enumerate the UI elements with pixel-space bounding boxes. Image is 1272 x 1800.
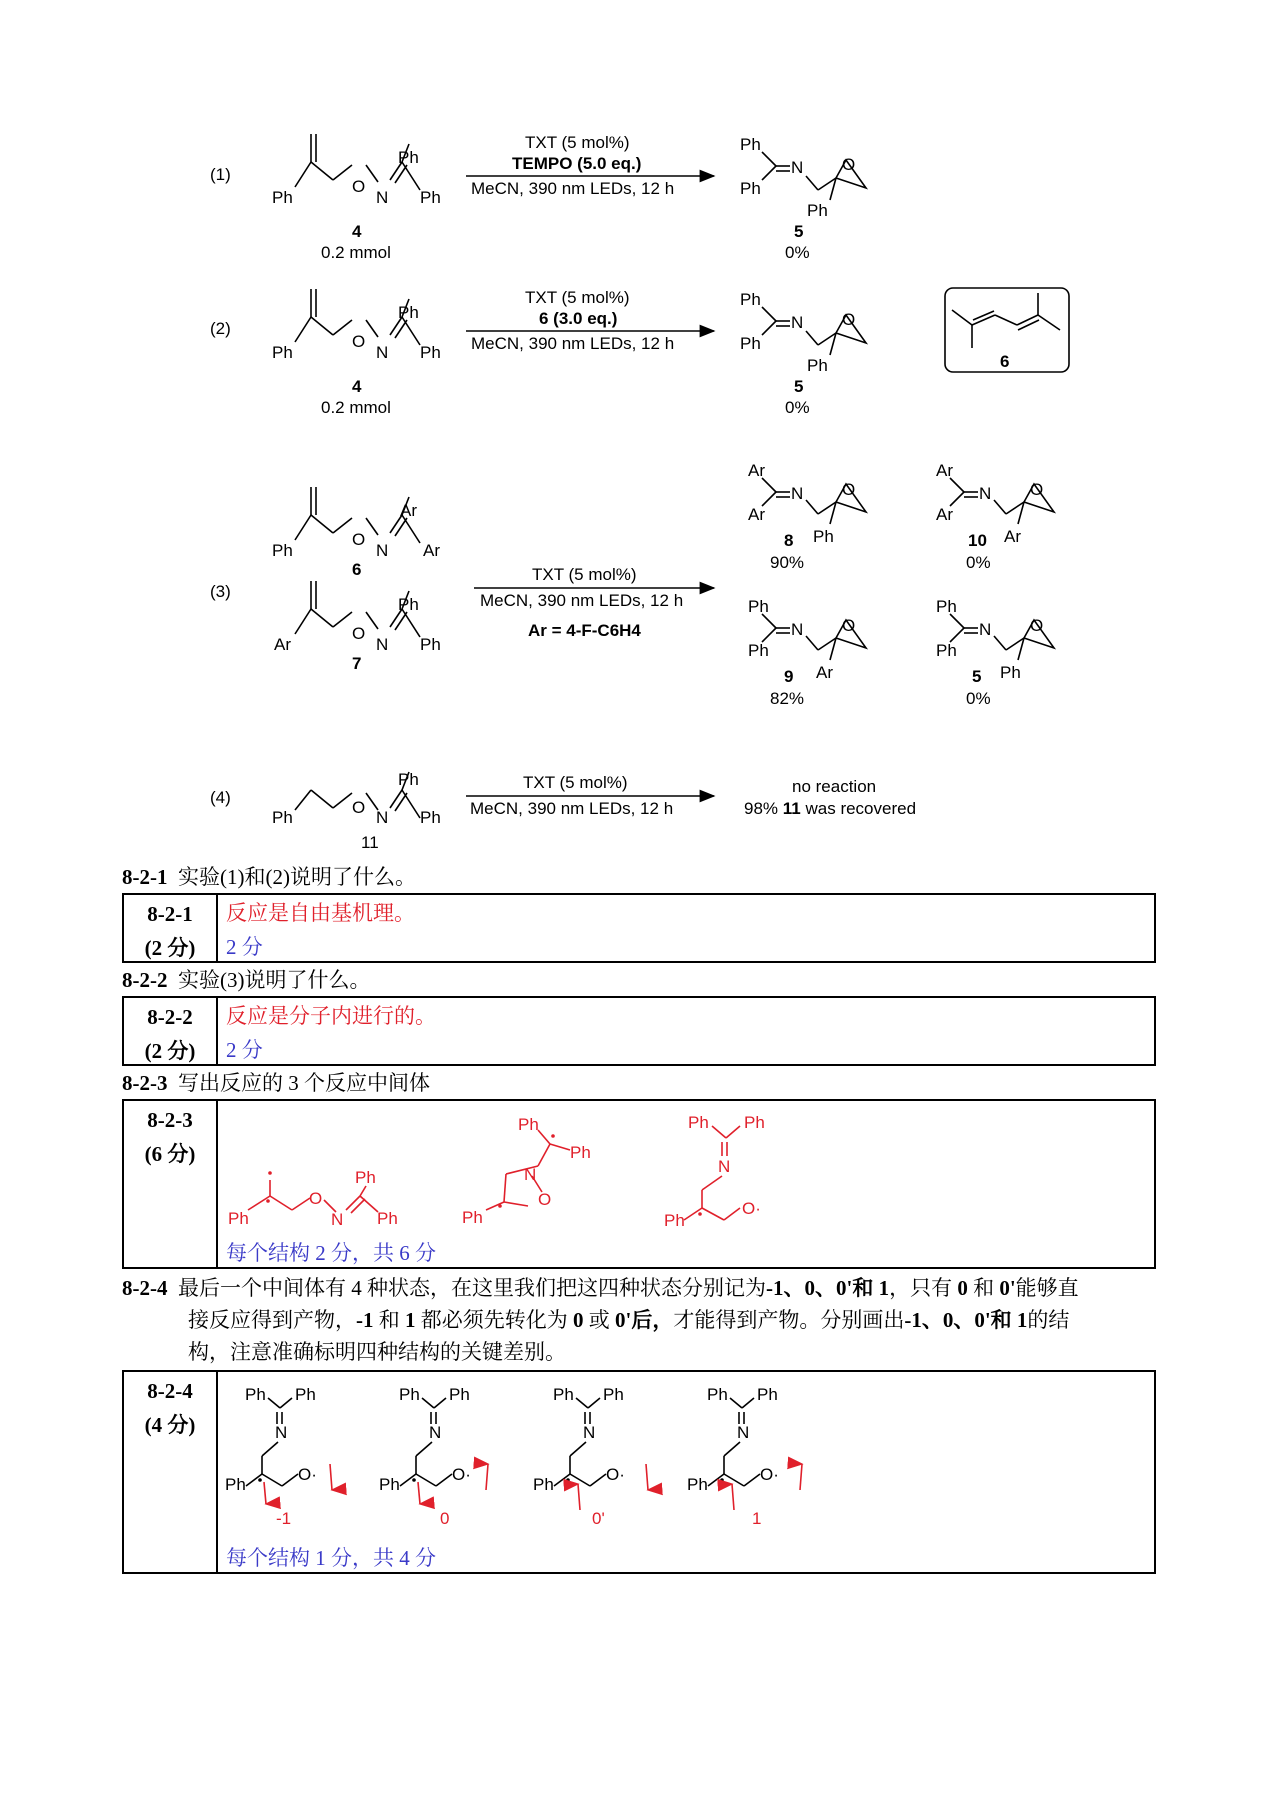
n-label: N xyxy=(791,620,804,639)
ph-label: Ph xyxy=(398,595,419,614)
question-8-2-4: 8-2-4 最后一个中间体有 4 种状态，在这里我们把这四种状态分别记为-1、0、0'和 1，只有 0 和 0'能够直 接反应得到产物，-1 和 1 都必须先转化为 0 或 0'后，才能得到产物。分别画出-1、0、0'和 1的结 构，注意准确标明四种结构的关键差别。 xyxy=(122,1276,1079,1364)
ar-label: Ar xyxy=(748,505,765,524)
reagent-text: TEMPO (5.0 eq.) xyxy=(512,154,642,173)
compound-label: 4 xyxy=(352,222,362,241)
answer-text: 反应是自由基机理。 xyxy=(226,901,415,925)
n-label: N xyxy=(791,484,804,503)
reaction-number: (4) xyxy=(210,788,231,807)
question-number: 8-2-3 xyxy=(122,1071,168,1095)
conditions-text: MeCN, 390 nm LEDs, 12 h xyxy=(471,334,675,353)
compound-label: 8 xyxy=(784,531,794,550)
o-label: O xyxy=(538,1190,552,1209)
conditions-text: MeCN, 390 nm LEDs, 12 h xyxy=(480,591,684,610)
n-label: N xyxy=(524,1165,537,1184)
yield-label: 0% xyxy=(785,398,810,417)
n-label: N xyxy=(979,484,992,503)
ph-label: Ph xyxy=(245,1385,266,1404)
question-text: 实验(3)说明了什么。 xyxy=(178,968,371,992)
compound-label: 6 xyxy=(352,560,362,579)
n-label: N xyxy=(583,1423,596,1442)
amount-label: 0.2 mmol xyxy=(321,243,391,262)
points-text: 每个结构 2 分，共 6 分 xyxy=(226,1241,436,1265)
state-label: 1 xyxy=(752,1509,762,1528)
compound-label: 5 xyxy=(794,377,804,396)
ph-label: Ph xyxy=(740,135,761,154)
reaction-2 xyxy=(210,288,1069,417)
yield-label: 0% xyxy=(966,553,991,572)
ph-label: Ph xyxy=(936,641,957,660)
n-label: N xyxy=(791,313,804,332)
answer-text: 反应是分子内进行的。 xyxy=(226,1004,436,1028)
state-label: 0' xyxy=(592,1509,605,1528)
ph-label: Ph xyxy=(807,201,828,220)
ph-label: Ph xyxy=(740,334,761,353)
ph-label: Ph xyxy=(744,1113,765,1132)
reaction-number: (1) xyxy=(210,165,231,184)
ar-label: Ar xyxy=(936,505,953,524)
ar-definition: Ar = 4-F-C6H4 xyxy=(528,621,641,640)
conditions-text: MeCN, 390 nm LEDs, 12 h xyxy=(471,179,675,198)
ph-label: Ph xyxy=(570,1143,591,1162)
n-label: N xyxy=(979,620,992,639)
question-number: 8-2-4 xyxy=(122,1276,168,1300)
conditions-text: MeCN, 390 nm LEDs, 12 h xyxy=(470,799,674,818)
ph-label: Ph xyxy=(707,1385,728,1404)
ph-label: Ph xyxy=(272,343,293,362)
reaction-number: (2) xyxy=(210,319,231,338)
answer-label: 8-2-2 (2 分) xyxy=(124,998,218,1064)
ph-label: Ph xyxy=(295,1385,316,1404)
ph-label: Ph xyxy=(398,770,419,789)
answer-box-8-2-2 xyxy=(122,996,1156,1066)
diene-structure xyxy=(952,293,1060,348)
o-label: O xyxy=(1030,480,1044,499)
n-label: N xyxy=(376,188,389,207)
answer-label: 8-2-4 (4 分) xyxy=(124,1372,218,1572)
n-label: N xyxy=(376,808,389,827)
o-label: O xyxy=(352,530,366,549)
ph-label: Ph xyxy=(225,1475,246,1494)
o-label: O xyxy=(352,798,366,817)
ar-label: Ar xyxy=(274,635,291,654)
ph-label: Ph xyxy=(687,1475,708,1494)
result-text: no reaction xyxy=(792,777,877,796)
o-radical-label: O· xyxy=(298,1465,317,1484)
o-label: O xyxy=(842,616,856,635)
question-number: 8-2-2 xyxy=(122,968,168,992)
ph-label: Ph xyxy=(603,1385,624,1404)
ph-label: Ph xyxy=(533,1475,554,1494)
points-text: 2 分 xyxy=(226,935,263,959)
n-label: N xyxy=(275,1423,288,1442)
ph-label: Ph xyxy=(228,1209,249,1228)
ph-label: Ph xyxy=(379,1475,400,1494)
yield-label: 90% xyxy=(770,553,805,572)
ph-label: Ph xyxy=(518,1115,539,1134)
reagent-text: TXT (5 mol%) xyxy=(525,133,630,152)
ph-label: Ph xyxy=(748,641,769,660)
compound-label: 11 xyxy=(361,833,379,852)
ph-label: Ph xyxy=(664,1211,685,1230)
question-8-2-1 xyxy=(122,862,416,892)
compound-label: 9 xyxy=(784,667,794,686)
o-radical-label: O· xyxy=(606,1465,625,1484)
ph-label: Ph xyxy=(449,1385,470,1404)
state-label: 0 xyxy=(440,1509,450,1528)
ph-label: Ph xyxy=(272,541,293,560)
n-label: N xyxy=(376,541,389,560)
answer-label: 8-2-1 (2 分) xyxy=(124,895,218,961)
ph-label: Ph xyxy=(355,1168,376,1187)
answer-box-8-2-1 xyxy=(122,893,1156,963)
answer-box-8-2-4 xyxy=(122,1370,1156,1574)
state-label: -1 xyxy=(276,1509,292,1528)
o-label: O xyxy=(842,155,856,174)
question-text: 实验(1)和(2)说明了什么。 xyxy=(178,865,416,889)
compound-label: 7 xyxy=(352,654,362,673)
ar-label: Ar xyxy=(748,461,765,480)
compound-label: 5 xyxy=(972,667,982,686)
points-text: 每个结构 1 分，共 4 分 xyxy=(226,1546,436,1570)
ph-label: Ph xyxy=(420,635,441,654)
ph-label: Ph xyxy=(377,1209,398,1228)
n-label: N xyxy=(718,1157,731,1176)
ph-label: Ph xyxy=(740,179,761,198)
question-number: 8-2-1 xyxy=(122,865,168,889)
o-label: O xyxy=(352,332,366,351)
yield-label: 82% xyxy=(770,689,805,708)
reaction-4 xyxy=(210,770,916,852)
reagent-text: TXT (5 mol%) xyxy=(523,773,628,792)
yield-label: 0% xyxy=(966,689,991,708)
ph-label: Ph xyxy=(807,356,828,375)
n-label: N xyxy=(331,1210,344,1229)
ar-label: Ar xyxy=(1004,527,1021,546)
question-8-2-3 xyxy=(122,1068,430,1098)
ph-label: Ph xyxy=(813,527,834,546)
reagent-text: TXT (5 mol%) xyxy=(525,288,630,307)
ar-label: Ar xyxy=(816,663,833,682)
ph-label: Ph xyxy=(420,808,441,827)
o-label: O xyxy=(352,624,366,643)
ph-label: Ph xyxy=(420,343,441,362)
n-label: N xyxy=(376,635,389,654)
o-label: O xyxy=(842,480,856,499)
ph-label: Ph xyxy=(420,188,441,207)
ar-label: Ar xyxy=(936,461,953,480)
answer-box-8-2-3 xyxy=(122,1099,1156,1269)
amount-label: 0.2 mmol xyxy=(321,398,391,417)
reagent-text: TXT (5 mol%) xyxy=(532,565,637,584)
ph-label: Ph xyxy=(398,148,419,167)
ph-label: Ph xyxy=(462,1208,483,1227)
ph-label: Ph xyxy=(399,1385,420,1404)
o-radical-label: O· xyxy=(452,1465,471,1484)
o-label: O xyxy=(842,310,856,329)
yield-label: 0% xyxy=(785,243,810,262)
ph-label: Ph xyxy=(272,188,293,207)
reaction-number: (3) xyxy=(210,582,231,601)
points-text: 2 分 xyxy=(226,1038,263,1062)
o-label: O xyxy=(352,177,366,196)
compound-label: 10 xyxy=(968,531,987,550)
ph-label: Ph xyxy=(740,290,761,309)
ph-label: Ph xyxy=(553,1385,574,1404)
reagent-text: 6 (3.0 eq.) xyxy=(539,309,618,328)
ar-label: Ar xyxy=(423,541,440,560)
ph-label: Ph xyxy=(936,597,957,616)
n-label: N xyxy=(791,158,804,177)
o-radical-label: O· xyxy=(760,1465,779,1484)
answer-label: 8-2-3 (6 分) xyxy=(124,1101,218,1267)
result-text: 98% 11 was recovered xyxy=(744,799,917,818)
ph-label: Ph xyxy=(272,808,293,827)
ph-label: Ph xyxy=(757,1385,778,1404)
reaction-3 xyxy=(210,461,1054,708)
ar-label: Ar xyxy=(400,501,417,520)
reaction-1 xyxy=(210,133,866,262)
n-label: N xyxy=(376,343,389,362)
o-radical-label: O· xyxy=(742,1199,761,1218)
question-8-2-2 xyxy=(122,965,371,995)
ph-label: Ph xyxy=(748,597,769,616)
ph-label: Ph xyxy=(688,1113,709,1132)
n-label: N xyxy=(737,1423,750,1442)
compound-label: 5 xyxy=(794,222,804,241)
o-label: O xyxy=(1030,616,1044,635)
compound-label: 4 xyxy=(352,377,362,396)
ph-label: Ph xyxy=(1000,663,1021,682)
o-label: O xyxy=(309,1189,323,1208)
compound-label: 6 xyxy=(1000,352,1010,371)
question-text: 写出反应的 3 个反应中间体 xyxy=(178,1071,430,1095)
n-label: N xyxy=(429,1423,442,1442)
ph-label: Ph xyxy=(398,303,419,322)
